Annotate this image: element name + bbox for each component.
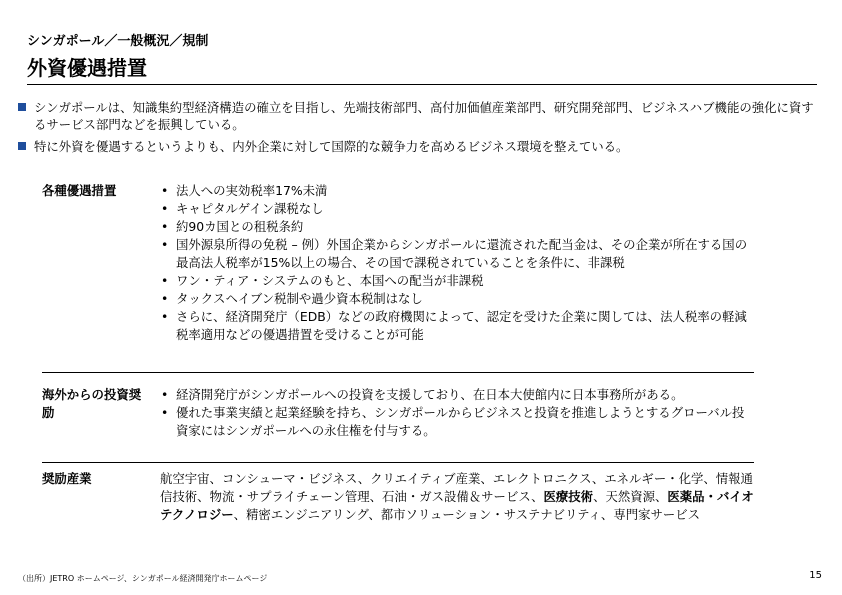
title-divider (27, 84, 817, 85)
section-label: 各種優遇措置 (42, 183, 117, 198)
industries-text: 航空宇宙、コンシューマ・ビジネス、クリエイティブ産業、エレクトロニクス、エネルギー・化学、情報通信技術、物流・サプライチェーン管理、石油・ガス設備＆サービス、医療技術、天然資源、医薬品・バイオテクノロジー、精密エンジニアリング、都市ソリューション・サステナビリティ、専門家サービス (160, 471, 754, 522)
breadcrumb: シンガポール／一般概況／規制 (27, 34, 209, 49)
list-item: • キャピタルゲイン課税なし (160, 200, 754, 218)
list-item: • 約90カ国との租税条約 (160, 218, 754, 236)
list-item: • さらに、経済開発庁（EDB）などの政府機関によって、認定を受けた企業に関しては、法人税率の軽減税率適用などの優遇措置を受けることが可能 (160, 308, 754, 344)
list-item: • 国外源泉所得の免税 – 例）外国企業からシンガポールに還流された配当金は、その企業が所在する国の最高法人税率が15%以上の場合、その国で課税されていることを条件に、非課税 (160, 236, 754, 272)
source-note: （出所）JETRO ホームページ、シンガポール経済開発庁ホームページ (18, 574, 268, 583)
list-item: • 経済開発庁がシンガポールへの投資を支援しており、在日本大使館内に日本事務所がある。 (160, 386, 754, 404)
section-body (160, 470, 754, 524)
section-divider (42, 462, 754, 463)
highlight-medical-tech: 医療技術 (543, 489, 594, 504)
summary-list (18, 99, 823, 160)
section-body (160, 182, 754, 344)
list-item: • 優れた事業実績と起業経験を持ち、シンガポールからビジネスと投資を推進しようとするグローバル投資家にはシンガポールへの永住権を付与する。 (160, 404, 754, 440)
page-number: 15 (809, 570, 822, 581)
list-item: • タックスヘイブン税制や過少資本税制はなし (160, 290, 754, 308)
page-title: 外資優遇措置 (27, 56, 147, 80)
square-bullet-icon (18, 103, 26, 111)
summary-text: シンガポールは、知識集約型経済構造の確立を目指し、先端技術部門、高付加価値産業部門、研究開発部門、ビジネスハブ機能の強化に資するサービス部門などを振興している。 (34, 100, 814, 132)
section-body (160, 386, 754, 440)
section-label: 奨励産業 (42, 471, 92, 486)
square-bullet-icon (18, 142, 26, 150)
highlight-pharma-biotech: 医薬品・バイオテクノロジー (160, 489, 754, 522)
section-label: 海外からの投資奨励 (42, 387, 142, 420)
list-item: • 法人への実効税率17%未満 (160, 182, 754, 200)
summary-item (18, 138, 823, 155)
summary-item (18, 99, 823, 133)
list-item: • ワン・ティア・システムのもと、本国への配当が非課税 (160, 272, 754, 290)
section-divider (42, 372, 754, 373)
summary-text: 特に外資を優遇するというよりも、内外企業に対して国際的な競争力を高めるビジネス環境を整えている。 (34, 139, 629, 154)
